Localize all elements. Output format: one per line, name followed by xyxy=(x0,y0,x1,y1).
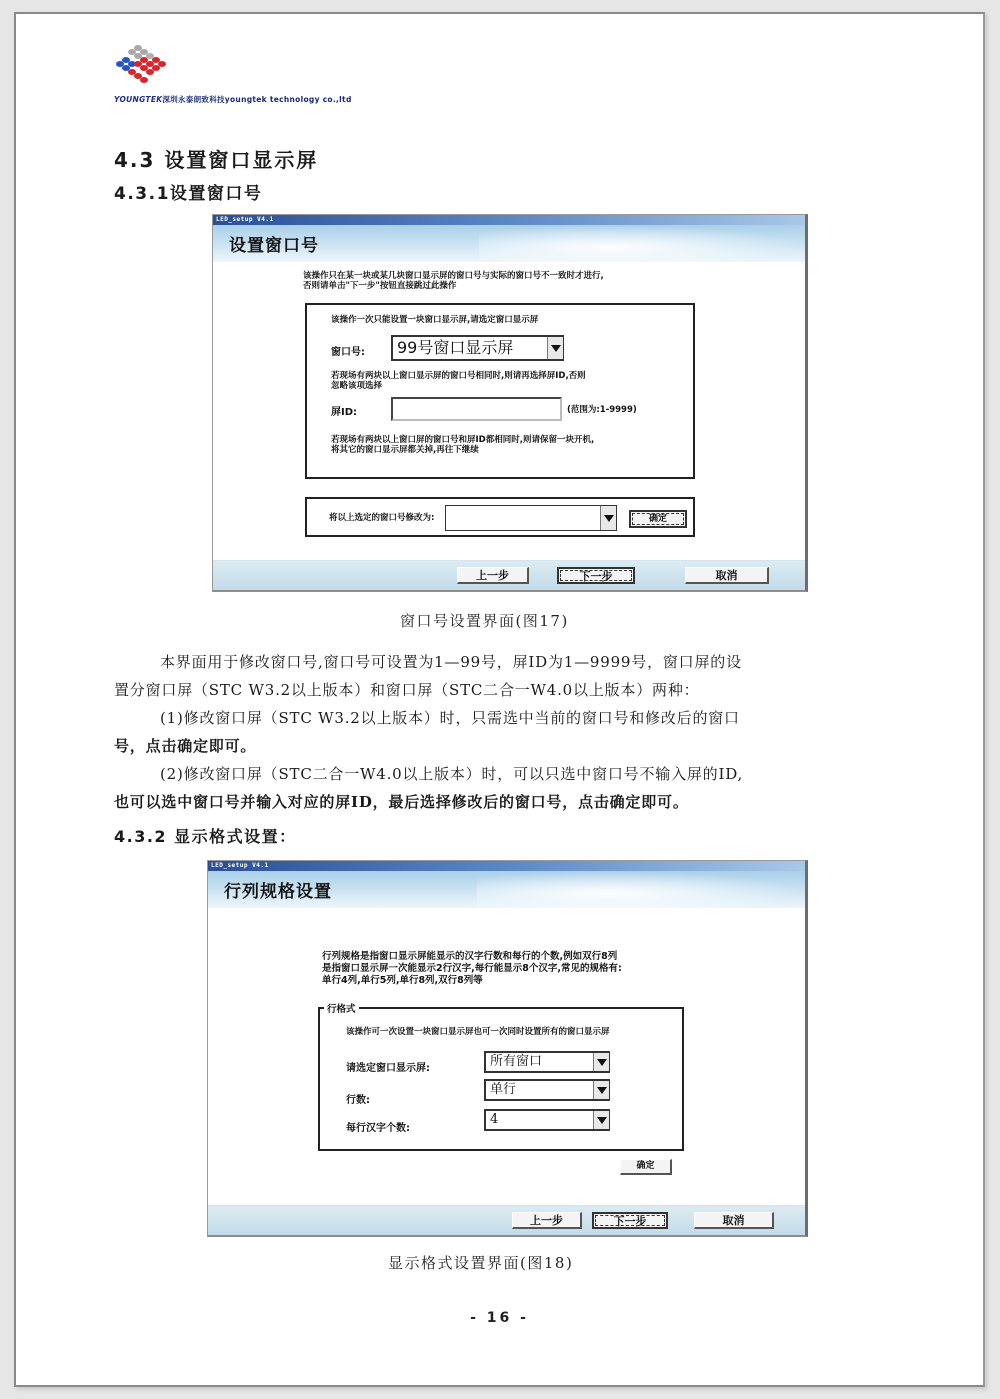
dialog-heading: 行列规格设置 xyxy=(224,882,332,902)
subsection-title-2: 4.3.2 显示格式设置： xyxy=(114,827,297,846)
document-page xyxy=(14,12,985,1387)
cancel-button[interactable]: 取消 xyxy=(685,567,769,584)
next-button[interactable]: 下一步 xyxy=(592,1212,668,1229)
chevron-down-icon[interactable] xyxy=(600,506,616,530)
dialog-titlebar: LED_setup V4.1 xyxy=(213,215,805,225)
logo-brand: YOUNGTEK xyxy=(114,95,163,104)
group-note: 该操作可一次设置一块窗口显示屏也可一次同时设置所有的窗口显示屏 xyxy=(346,1027,610,1037)
display-format-dialog xyxy=(207,860,808,1237)
select-screen-label: 请选定窗口显示屏: xyxy=(346,1063,430,1074)
logo-company-name: 深圳永泰朗致科技youngtek technology co.,ltd xyxy=(162,95,352,104)
logo-text xyxy=(114,94,352,105)
next-button[interactable]: 下一步 xyxy=(557,567,635,584)
dialog-footer xyxy=(213,560,805,590)
chevron-down-icon[interactable] xyxy=(593,1081,609,1099)
confirm-button[interactable]: 确定 xyxy=(620,1159,672,1175)
intro-line-2: 是指窗口显示屏一次能显示2行汉字,每行能显示8个汉字,常见的规格有: xyxy=(322,963,622,974)
screen-id-range: (范围为:1-9999) xyxy=(567,405,637,415)
window-number-dialog xyxy=(212,214,808,592)
page-number: - 16 - xyxy=(470,1310,529,1326)
window-select-box xyxy=(305,303,695,479)
dialog-footer xyxy=(208,1205,805,1235)
paragraph-3-line-1: (2)修改窗口屏（STC二合一W4.0以上版本）时，可以只选中窗口号不输入屏的ID, xyxy=(160,765,744,783)
chevron-down-icon[interactable] xyxy=(593,1053,609,1071)
dialog-heading: 设置窗口号 xyxy=(229,236,319,256)
confirm-button[interactable]: 确定 xyxy=(629,510,687,528)
select-screen-value: 所有窗口 xyxy=(490,1054,543,1069)
screen-id-input[interactable] xyxy=(391,397,562,421)
intro-line-1: 该操作只在某一块或某几块窗口显示屏的窗口号与实际的窗口号不一致时才进行, xyxy=(303,271,604,281)
logo-diamond-icon xyxy=(114,42,174,90)
chevron-down-icon[interactable] xyxy=(593,1111,609,1129)
figure-18-caption: 显示格式设置界面(图18) xyxy=(388,1254,574,1272)
prev-button[interactable]: 上一步 xyxy=(457,567,529,584)
chars-per-row-value: 4 xyxy=(490,1112,499,1127)
chars-per-row-dropdown[interactable] xyxy=(484,1109,610,1131)
same-no-note-1: 若现场有两块以上窗口显示屏的窗口号相同时,则请再选择屏ID,否则 xyxy=(331,371,586,381)
same-no-note-2: 忽略该项选择 xyxy=(331,381,383,391)
dialog-titlebar: LED_setup V4.1 xyxy=(208,861,805,871)
chevron-down-icon[interactable] xyxy=(547,337,563,359)
screen-id-label: 屏ID: xyxy=(331,407,358,418)
row-format-group xyxy=(318,1001,684,1151)
dialog-banner xyxy=(208,871,805,908)
window-no-value: 99号窗口显示屏 xyxy=(397,338,514,357)
same-id-note-2: 将其它的窗口显示屏都关掉,再往下继续 xyxy=(331,445,479,455)
paragraph-2-line-1: (1)修改窗口屏（STC W3.2以上版本）时，只需选中当前的窗口号和修改后的窗口 xyxy=(160,709,740,727)
subsection-title-1: 4.3.1设置窗口号 xyxy=(114,184,263,204)
rows-label: 行数: xyxy=(346,1095,370,1106)
paragraph-1-line-2: 置分窗口屏（STC W3.2以上版本）和窗口屏（STC二合一W4.0以上版本）两种： xyxy=(114,681,700,699)
modify-box xyxy=(305,497,695,537)
rows-value: 单行 xyxy=(490,1082,517,1097)
paragraph-2-line-2: 号，点击确定即可。 xyxy=(114,737,257,755)
paragraph-1-line-1: 本界面用于修改窗口号,窗口号可设置为1—99号，屏ID为1—9999号，窗口屏的设 xyxy=(160,653,742,671)
new-window-no-select[interactable] xyxy=(445,505,617,531)
modify-label: 将以上选定的窗口号修改为: xyxy=(329,513,435,523)
intro-line-1: 行列规格是指窗口显示屏能显示的汉字行数和每行的个数,例如双行8列 xyxy=(322,951,618,962)
same-id-note-1: 若现场有两块以上窗口屏的窗口号和屏ID都相同时,则请保留一块开机, xyxy=(331,435,595,445)
intro-line-3: 单行4列,单行5列,单行8列,双行8列等 xyxy=(322,975,483,986)
cancel-button[interactable]: 取消 xyxy=(694,1212,774,1229)
window-no-label: 窗口号: xyxy=(331,347,365,358)
intro-line-2: 否则请单击"下一步"按钮直接跳过此操作 xyxy=(303,281,457,291)
chars-per-row-label: 每行汉字个数: xyxy=(346,1123,410,1134)
window-no-select[interactable] xyxy=(391,335,564,361)
prev-button[interactable]: 上一步 xyxy=(512,1212,582,1229)
paragraph-3-line-2: 也可以选中窗口号并输入对应的屏ID，最后选择修改后的窗口号，点击确定即可。 xyxy=(114,793,689,811)
figure-17-caption: 窗口号设置界面(图17) xyxy=(400,612,569,630)
rows-dropdown[interactable] xyxy=(484,1079,610,1101)
section-title: 4.3 设置窗口显示屏 xyxy=(114,148,319,172)
select-screen-dropdown[interactable] xyxy=(484,1051,610,1073)
group-legend: 行格式 xyxy=(327,1004,356,1015)
dialog-banner xyxy=(213,225,805,262)
box-note: 该操作一次只能设置一块窗口显示屏,请选定窗口显示屏 xyxy=(331,315,539,325)
